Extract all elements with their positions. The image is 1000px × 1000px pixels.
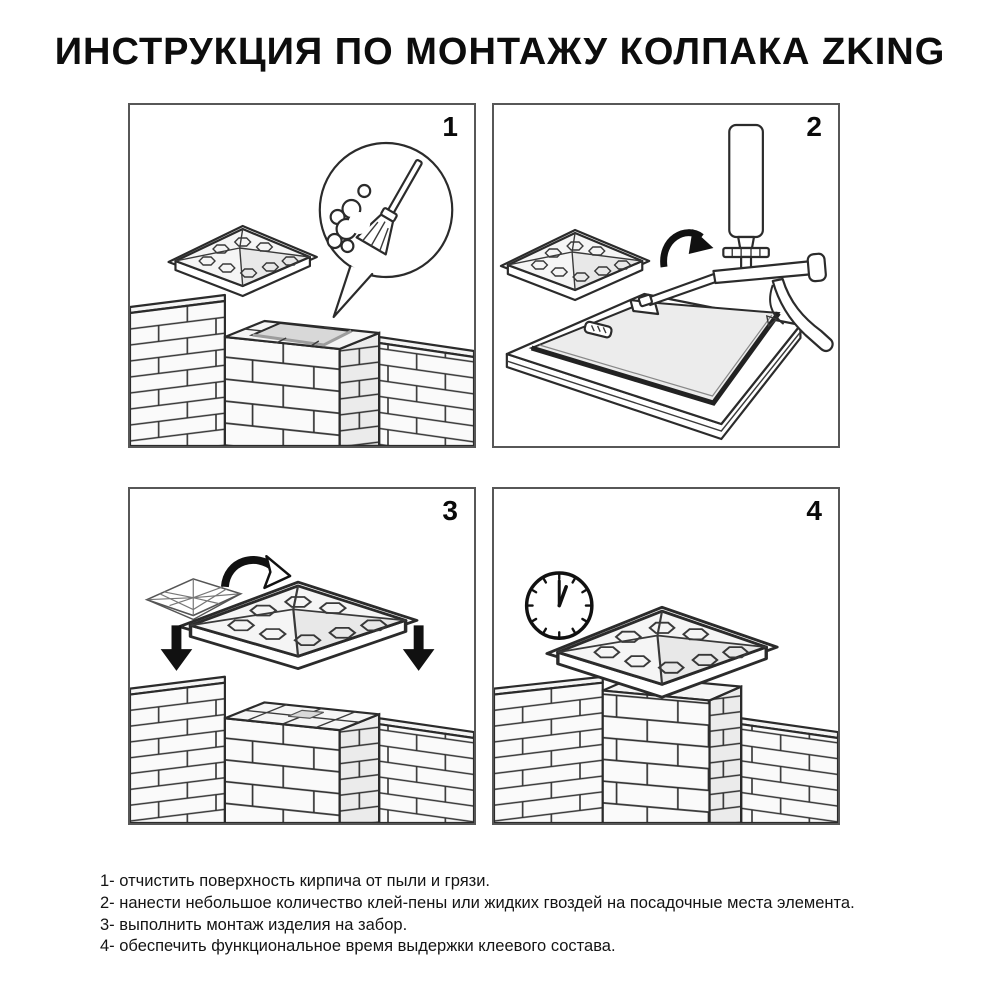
- clock-icon: [527, 573, 592, 638]
- brick-wall-right: [379, 718, 474, 823]
- brick-wall-left: [494, 677, 603, 823]
- instruction-step-2: 2- нанести небольшое количество клей-пены или жидких гвоздей на посадочные места элемента.: [100, 893, 855, 912]
- brick-pillar-open: [225, 321, 379, 446]
- instruction-step-3: 3- выполнить монтаж изделия на забор.: [100, 915, 408, 934]
- cap-illustration: [169, 226, 317, 296]
- instruction-step-1: 1- отчистить поверхность кирпича от пыли и грязи.: [100, 872, 490, 890]
- panel-number: 2: [806, 111, 822, 142]
- brick-wall-right: [741, 718, 838, 823]
- step2-illustration: [494, 105, 838, 446]
- speech-bubble: [320, 143, 452, 317]
- panel-number: 4: [806, 495, 822, 526]
- flipped-cap-tray: [507, 294, 801, 439]
- brick-pillar-top: [225, 702, 379, 823]
- flip-arrow-icon: [225, 556, 290, 588]
- step1-illustration: [130, 105, 474, 446]
- instruction-step-4: 4- обеспечить функциональное время выдержки клеевого состава.: [100, 937, 616, 956]
- down-arrow-icon: [403, 625, 435, 670]
- cap-illustration: [501, 230, 649, 300]
- step-panel-4: [492, 487, 840, 825]
- step4-illustration: [494, 489, 838, 823]
- step-panel-1: [128, 103, 476, 448]
- brick-pillar-capped: [603, 677, 741, 823]
- instruction-steps: [100, 871, 855, 958]
- step-panel-3: [128, 487, 476, 825]
- panel-number: 1: [442, 111, 458, 142]
- step-panel-2: [492, 103, 840, 448]
- brick-wall-left: [130, 677, 225, 823]
- page-title: ИНСТРУКЦИЯ ПО МОНТАЖУ КОЛПАКА ZKING: [54, 31, 946, 73]
- flip-arrow-icon: [664, 229, 714, 267]
- brick-wall-right: [379, 337, 474, 446]
- step3-illustration: [130, 489, 474, 823]
- panel-number: 3: [442, 495, 458, 526]
- brick-wall-left: [130, 295, 225, 446]
- down-arrow-icon: [161, 625, 193, 670]
